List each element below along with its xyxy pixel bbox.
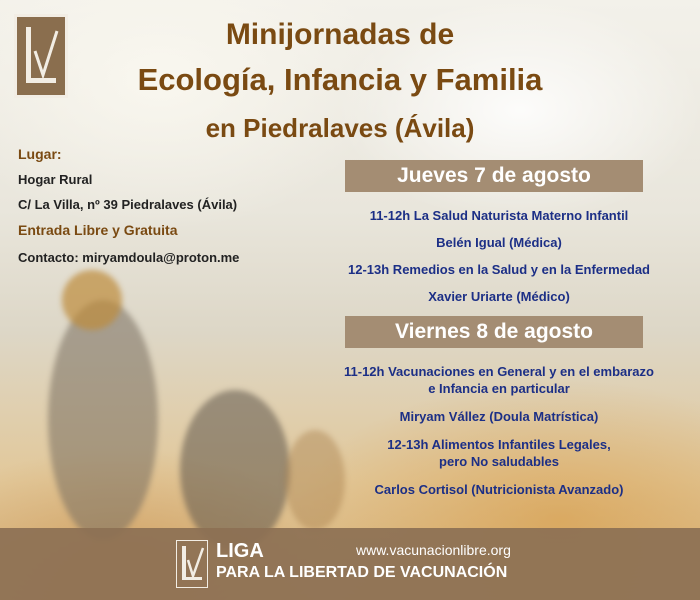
talk-speaker: Xavier Uriarte (Médico)	[428, 289, 570, 304]
background-figure-child	[48, 300, 158, 540]
talk-title-continued: pero No saludables	[439, 454, 559, 469]
footer-banner	[0, 528, 700, 600]
venue-place: Hogar Rural	[18, 172, 93, 187]
talk-speaker: Miryam Vállez (Doula Matrística)	[399, 409, 599, 424]
talk-speaker: Carlos Cortisol (Nutricionista Avanzado)	[374, 482, 624, 497]
title-line-3: en Piedralaves (Ávila)	[205, 113, 475, 143]
talk-title: 12-13h Alimentos Infantiles Legales,	[387, 437, 611, 452]
background-figure-adult	[180, 390, 290, 550]
footer-website-link[interactable]: www.vacunacionlibre.org	[356, 542, 511, 558]
venue-label: Lugar:	[18, 146, 62, 162]
talk-title: 11-12h Vacunaciones en General y en el embarazo	[344, 364, 654, 379]
day-banner-friday: Viernes 8 de agosto	[345, 316, 643, 348]
talk-speaker: Belén Igual (Médica)	[436, 235, 562, 250]
day-banner-thursday: Jueves 7 de agosto	[345, 160, 643, 192]
footer-subtitle: PARA LA LIBERTAD DE VACUNACIÓN	[216, 564, 508, 581]
contact-info: Contacto: miryamdoula@proton.me	[18, 250, 240, 265]
talk-title: 11-12h La Salud Naturista Materno Infantil	[369, 208, 629, 223]
liga-logo	[14, 14, 68, 98]
title-line-1: Minijornadas de	[225, 18, 455, 51]
background-figure-hat	[62, 270, 122, 330]
talk-title-continued: e Infancia en particular	[428, 381, 570, 396]
venue-address: C/ La Villa, nº 39 Piedralaves (Ávila)	[18, 197, 238, 212]
talk-title: 12-13h Remedios en la Salud y en la Enfermedad	[348, 262, 650, 277]
liga-footer-logo-icon	[176, 540, 208, 588]
footer-liga-title: LIGA	[216, 540, 264, 562]
title-line-2: Ecología, Infancia y Familia	[137, 62, 543, 97]
liga-logo-mark-icon	[17, 17, 65, 95]
entry-info: Entrada Libre y Gratuita	[18, 222, 178, 238]
